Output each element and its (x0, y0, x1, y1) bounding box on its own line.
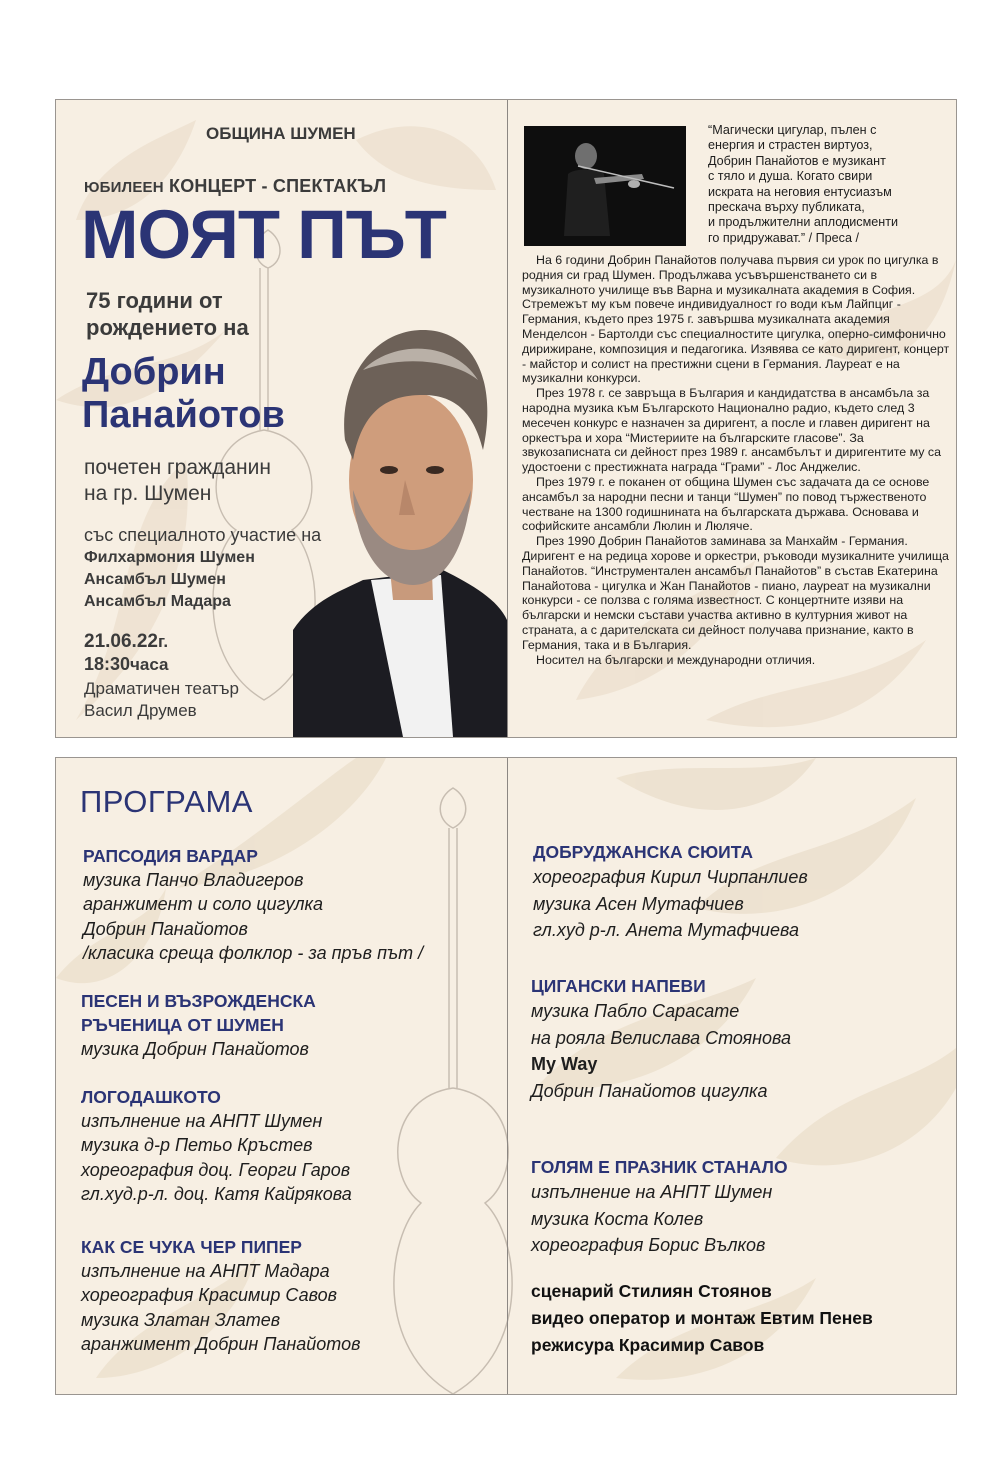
program-item (531, 1155, 788, 1259)
anniversary-line: рождението на (86, 315, 249, 340)
program-item-line: на рояла Велислава Стоянова (531, 1027, 792, 1048)
violinist-photo (524, 126, 686, 246)
program-item (531, 974, 791, 1104)
event-date-suffix: г. (157, 632, 169, 651)
program-item (83, 844, 423, 966)
ensemble-item: Ансамбъл Мадара (84, 593, 231, 610)
program-item-title: ПЕСЕН И ВЪЗРОЖДЕНСКА (81, 991, 316, 1011)
program-item-song-title: My Way (531, 1054, 598, 1075)
program-item-line: хореография доц. Георги Гаров (81, 1159, 351, 1180)
quote-line: прескача върху публиката, (708, 200, 865, 215)
quote-line: енергия и страстен виртуоз, (708, 138, 873, 153)
program-item-title: ДОБРУДЖАНСКА СЮИТА (533, 842, 753, 862)
fold-line (507, 758, 508, 1394)
anniversary-text (86, 287, 306, 341)
program-item-line: гл.худ.р-л. доц. Катя Кайрякова (81, 1184, 352, 1205)
honoree-first-name: Добрин (82, 351, 226, 393)
credit-line: сценарий Стилиян Стоянов (531, 1281, 772, 1301)
program-item-line: гл.худ р-л. Анета Мутафчиева (533, 920, 800, 940)
quote-line: искрата на неговия ентусиазъм (708, 184, 892, 199)
leaflet-front-panel (55, 99, 957, 738)
program-item (81, 1235, 361, 1357)
program-item (81, 989, 316, 1061)
venue-line: Васил Друмев (84, 701, 197, 720)
program-item-line: музика Добрин Панайотов (81, 1039, 309, 1059)
event-type-label (84, 176, 386, 197)
program-item-line: аранжимент Добрин Панайотов (81, 1334, 361, 1355)
press-quote (708, 123, 944, 246)
quote-line: “Магически цигулар, пълен с (708, 123, 877, 137)
main-title: МОЯТ ПЪТ (81, 196, 446, 273)
event-time: 18:30 (84, 654, 131, 674)
program-item-line: хореография Красимир Савов (81, 1285, 338, 1306)
program-item-line: изпълнение на АНПТ Мадара (81, 1261, 330, 1281)
program-item-line: музика д-р Петьо Кръстев (81, 1135, 313, 1156)
program-item-line: музика Панчо Владигеров (83, 870, 304, 890)
ensembles-list (84, 547, 255, 613)
biography-text (522, 253, 950, 667)
program-item-line: музика Коста Колев (531, 1208, 704, 1229)
program-item-line: изпълнение на АНПТ Шумен (81, 1111, 323, 1131)
program-item-line: музика Пабло Сарасате (531, 1001, 740, 1021)
honoree-last-name: Панайотов (82, 394, 285, 436)
event-type-prefix: ЮБИЛЕЕН (84, 179, 164, 196)
program-item-title: РАПСОДИЯ ВАРДАР (83, 846, 258, 866)
biography-paragraph: През 1978 г. се завръща в България и кандидатства в ансамбъла за народна музика към Българското Национално радио, където след 3 месечен конкурс е назначен за диригент, а после и главен диригент на оркестъра и хора “Мистериите на българските гласове”. За звукозаписната си дейност през 1989 г. ансамбълът и диригентите му са удостоени с престижната награда “Грами” - Лос Анджелис. (522, 386, 941, 475)
program-item-line: изпълнение на АНПТ Шумен (531, 1182, 773, 1202)
program-item-title: ЛОГОДАШКОТО (81, 1087, 221, 1107)
event-venue (84, 678, 239, 722)
biography-paragraph: На 6 години Добрин Панайотов получава първия си урок по цигулка в родния си град Шумен. Продължава усъвършенстването си в музикалното училище във Варна и музикалната академия в София. Стремежът му към повече индивидуалност го води към Лайпциг - Германия, където през 1975 г. завършва музикалната академия Менделсон - Бартолди със специалностите цигулка, оперно-симфонично дирижиране, композиция и педагогика. Изявява се като диригент, концерт - майстор и солист на престижни сцени в Германия. Лауреат е на музикални конкурси. (522, 253, 950, 386)
anniversary-line: 75 години от (86, 288, 223, 313)
quote-line: Добрин Панайотов е музикант (708, 153, 886, 168)
biography-paragraph: Носител на български и международни отличия. (536, 652, 816, 667)
program-item-title: КАК СЕ ЧУКА ЧЕР ПИПЕР (81, 1237, 302, 1257)
event-datetime (84, 631, 169, 676)
program-item-line: музика Златан Златев (81, 1309, 281, 1330)
credits (531, 1278, 873, 1359)
citizen-line: почетен гражданин (84, 456, 271, 479)
program-item-title: ЦИГАНСКИ НАПЕВИ (531, 976, 706, 996)
program-item-line: Добрин Панайотов (83, 918, 248, 939)
quote-line: го придружават.” / Преса / (708, 230, 859, 245)
program-panel (55, 757, 957, 1395)
program-heading: ПРОГРАМА (80, 784, 253, 819)
program-item-title: РЪЧЕНИЦА ОТ ШУМЕН (81, 1015, 284, 1035)
program-item-line: хореография Кирил Чирпанлиев (533, 867, 808, 887)
event-date: 21.06.22 (84, 631, 158, 652)
portrait-photo (293, 300, 507, 737)
participation-label: със специалното участие на (84, 525, 322, 545)
ensemble-item: Филхармония Шумен (84, 549, 255, 566)
program-item-line: аранжимент и соло цигулка (83, 894, 324, 915)
credit-line: режисура Красимир Савов (531, 1335, 765, 1355)
ensemble-item: Ансамбъл Шумен (84, 571, 226, 588)
biography-paragraph: През 1979 г. е поканен от община Шумен със задачата да се основе ансамбъл за народни песни и танци “Шумен” по повод тържественото честване на 1300 годишнината на българската държава. Основава и софийските ансамбли Люлин и Люляче. (522, 474, 930, 534)
quote-line: с тяло и душа. Когато свири (708, 169, 873, 184)
citizen-line: на гр. Шумен (84, 482, 212, 505)
quote-line: и продължителни аплодисменти (708, 215, 899, 230)
event-time-suffix: часа (130, 655, 169, 674)
program-item-title: ГОЛЯМ Е ПРАЗНИК СТАНАЛО (531, 1157, 788, 1177)
program-item-line: /класика среща фолклор - за пръв път / (83, 943, 424, 964)
program-item-line: Добрин Панайотов цигулка (531, 1080, 768, 1101)
event-type-rest: КОНЦЕРТ - СПЕКТАКЪЛ (163, 176, 387, 196)
fold-line (507, 100, 508, 737)
program-item (81, 1085, 352, 1207)
program-item-line: музика Асен Мутафчиев (533, 893, 744, 914)
program-item (533, 840, 808, 944)
program-item-line: хореография Борис Вълков (531, 1235, 766, 1256)
credit-line: видео оператор и монтаж Евтим Пенев (531, 1308, 873, 1328)
biography-paragraph: През 1990 Добрин Панайотов заминава за Манхайм - Германия. Диригент е на редица хорове и оркестри, ръководи музикалните училища Панайотов. “Инструментален ансамбъл Панайотов” в състав Екатерина Панайотова - цигулка и Жан Панайотов - пиано, лауреат на музикални конкурси - се ползва с голяма известност. С концертните изяви на български и немски състави участва активно в културния живот на страната, а с дарителската си дейност получава признание, както в Германия, така и в България. (522, 534, 949, 652)
municipality-label: ОБЩИНА ШУМЕН (206, 124, 356, 143)
venue-line: Драматичен театър (84, 679, 239, 698)
